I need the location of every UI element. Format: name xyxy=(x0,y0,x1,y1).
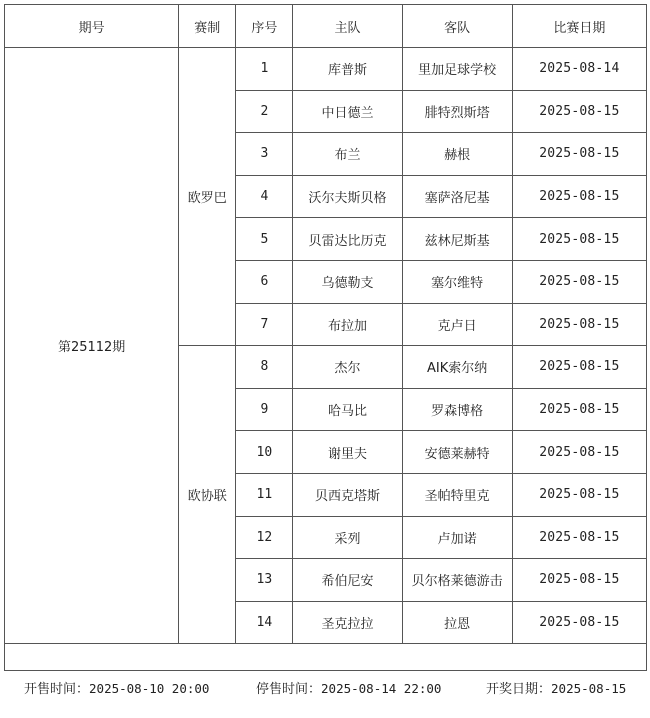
sale-close-label: 停售时间： xyxy=(256,682,322,697)
competition-cell-conference: 欧协联 xyxy=(179,346,236,644)
away-team-cell: 塞萨洛尼基 xyxy=(402,175,512,218)
header-match-date: 比赛日期 xyxy=(512,5,646,48)
match-date-cell: 2025-08-14 xyxy=(512,48,646,91)
home-team-cell: 贝西克塔斯 xyxy=(293,473,402,516)
header-competition: 赛制 xyxy=(179,5,236,48)
away-team-cell: 卢加诺 xyxy=(402,516,512,559)
seq-cell: 9 xyxy=(236,388,293,431)
match-date-cell: 2025-08-15 xyxy=(512,218,646,261)
home-team-cell: 采列 xyxy=(293,516,402,559)
sale-close-time xyxy=(256,678,441,697)
seq-cell: 8 xyxy=(236,346,293,389)
sale-info-bar xyxy=(4,671,647,701)
away-team-cell: 贝尔格莱德游击 xyxy=(402,559,512,602)
draw-date-label: 开奖日期： xyxy=(486,682,552,697)
competition-cell-europa: 欧罗巴 xyxy=(179,48,236,346)
seq-cell: 1 xyxy=(236,48,293,91)
seq-cell: 7 xyxy=(236,303,293,346)
away-team-cell: 拉恩 xyxy=(402,601,512,644)
draw-date-value: 2025-08-15 xyxy=(551,681,627,696)
seq-cell: 2 xyxy=(236,90,293,133)
seq-cell: 4 xyxy=(236,175,293,218)
seq-cell: 6 xyxy=(236,260,293,303)
sale-open-time xyxy=(24,678,209,697)
match-date-cell: 2025-08-15 xyxy=(512,388,646,431)
away-team-cell: 兹林尼斯基 xyxy=(402,218,512,261)
away-team-cell: 塞尔维特 xyxy=(402,260,512,303)
home-team-cell: 布拉加 xyxy=(293,303,402,346)
match-date-cell: 2025-08-15 xyxy=(512,175,646,218)
match-date-cell: 2025-08-15 xyxy=(512,133,646,176)
home-team-cell: 圣克拉拉 xyxy=(293,601,402,644)
away-team-cell: 里加足球学校 xyxy=(402,48,512,91)
home-team-cell: 贝雷达比历克 xyxy=(293,218,402,261)
sale-open-label: 开售时间： xyxy=(24,682,90,697)
match-date-cell: 2025-08-15 xyxy=(512,431,646,474)
header-seq: 序号 xyxy=(236,5,293,48)
match-date-cell: 2025-08-15 xyxy=(512,303,646,346)
match-date-cell: 2025-08-15 xyxy=(512,559,646,602)
match-date-cell: 2025-08-15 xyxy=(512,516,646,559)
match-date-cell: 2025-08-15 xyxy=(512,260,646,303)
home-team-cell: 沃尔夫斯贝格 xyxy=(293,175,402,218)
sale-close-value: 2025-08-14 22:00 xyxy=(321,681,442,696)
table-row xyxy=(5,48,647,91)
match-date-cell: 2025-08-15 xyxy=(512,346,646,389)
seq-cell: 12 xyxy=(236,516,293,559)
home-team-cell: 库普斯 xyxy=(293,48,402,91)
seq-cell: 13 xyxy=(236,559,293,602)
sale-open-value: 2025-08-10 20:00 xyxy=(89,681,210,696)
seq-cell: 14 xyxy=(236,601,293,644)
match-date-cell: 2025-08-15 xyxy=(512,473,646,516)
seq-cell: 11 xyxy=(236,473,293,516)
home-team-cell: 中日德兰 xyxy=(293,90,402,133)
match-schedule-table xyxy=(4,4,647,644)
match-date-cell: 2025-08-15 xyxy=(512,601,646,644)
home-team-cell: 布兰 xyxy=(293,133,402,176)
home-team-cell: 乌德勒支 xyxy=(293,260,402,303)
away-team-cell: 赫根 xyxy=(402,133,512,176)
blank-separator-row xyxy=(4,641,647,671)
away-team-cell: AIK索尔纳 xyxy=(402,346,512,389)
header-home-team: 主队 xyxy=(293,5,402,48)
issue-cell: 第25112期 xyxy=(5,48,179,644)
header-away-team: 客队 xyxy=(402,5,512,48)
away-team-cell: 腓特烈斯塔 xyxy=(402,90,512,133)
home-team-cell: 杰尔 xyxy=(293,346,402,389)
home-team-cell: 谢里夫 xyxy=(293,431,402,474)
header-issue: 期号 xyxy=(5,5,179,48)
seq-cell: 3 xyxy=(236,133,293,176)
home-team-cell: 希伯尼安 xyxy=(293,559,402,602)
draw-date xyxy=(486,678,626,697)
away-team-cell: 圣帕特里克 xyxy=(402,473,512,516)
away-team-cell: 安德莱赫特 xyxy=(402,431,512,474)
home-team-cell: 哈马比 xyxy=(293,388,402,431)
away-team-cell: 克卢日 xyxy=(402,303,512,346)
seq-cell: 5 xyxy=(236,218,293,261)
match-date-cell: 2025-08-15 xyxy=(512,90,646,133)
away-team-cell: 罗森博格 xyxy=(402,388,512,431)
seq-cell: 10 xyxy=(236,431,293,474)
table-header-row xyxy=(5,5,647,48)
